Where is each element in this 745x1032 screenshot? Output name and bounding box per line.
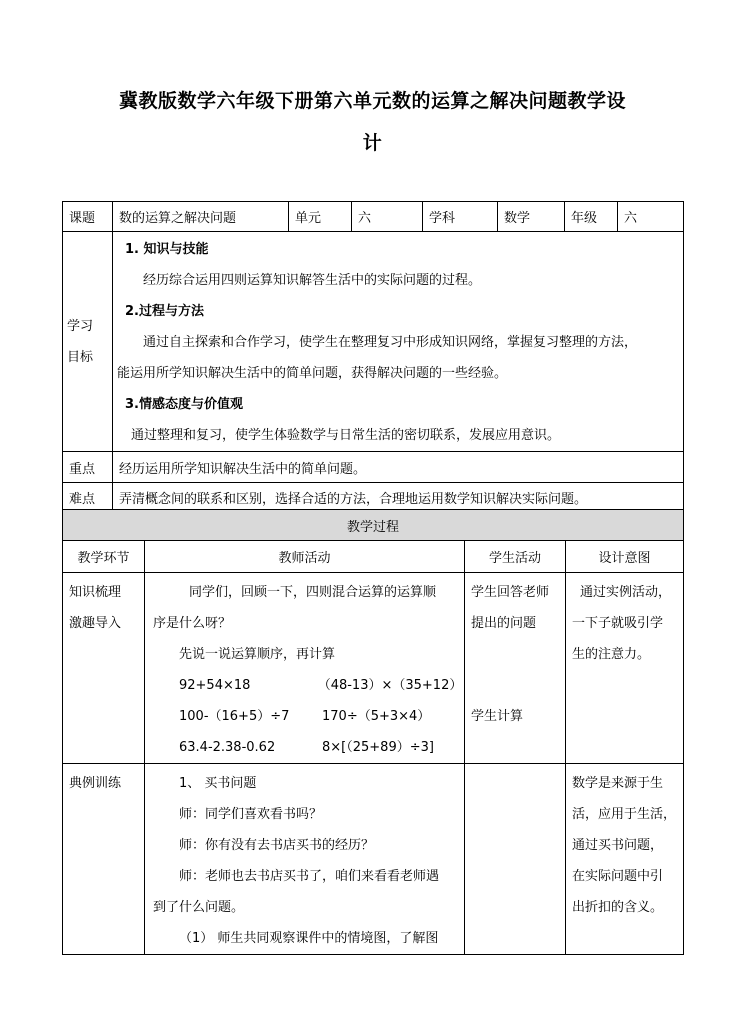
teacher-review-line1: 同学们，回顾一下，四则混合运算的运算顺 [189,585,437,600]
header-stage: 教学环节 [63,541,145,573]
student-activity-examples [465,764,566,955]
stage-review [63,573,145,764]
stage-review-line2: 激趣导入 [69,616,122,631]
design-intent-review [566,573,684,764]
teacher-review-line2: 序是什么呀？ [153,616,232,631]
student-activity-review [465,573,566,764]
key-text: 经历运用所学知识解决生活中的简单问题。 [113,452,684,483]
keti-label: 课题 [63,202,113,232]
process-row-review [63,573,684,764]
difficulty-text: 弄清概念间的联系和区别，选择合适的方法，合理地运用数学知识解决实际问题。 [113,483,684,513]
difficulty-label: 难点 [63,483,113,513]
intent-examples-line4: 在实际问题中引 [572,869,664,884]
process-header-row [63,541,684,573]
calc-expression: （48-13）×（35+12） [317,678,463,693]
info-row-difficulty [63,483,684,513]
document-title: 冀教版数学六年级下册第六单元数的运算之解决问题教学设 [118,90,626,112]
goals-label-line1: 学习 [67,318,94,334]
goal-heading-process: 2.过程与方法 [125,304,204,319]
student-review-line2: 提出的问题 [471,616,537,631]
stage-review-line1: 知识梳理 [69,585,122,600]
process-banner-row [63,510,684,541]
student-review-spacer [471,670,559,701]
intent-review-line1: 通过实例活动， [580,585,672,600]
calc-expression: 100-（16+5）÷7 [179,709,290,724]
teacher-examples-line3: 师：你有没有去书店买书的经历？ [179,838,375,853]
calc-expression: 8×[（25+89）÷3] [322,740,434,755]
design-intent-examples [566,764,684,955]
teacher-examples-line6: （1） 师生共同观察课件中的情境图，了解图 [179,931,439,946]
student-review-line1: 学生回答老师 [471,585,550,600]
header-teacher: 教师活动 [145,541,465,573]
lesson-info-table [62,201,684,513]
intent-review-line2: 一下子就吸引学 [572,616,664,631]
teacher-review-line3: 先说一说运算顺序，再计算 [179,647,336,662]
goals-label [63,232,113,452]
teacher-examples-line4: 师：老师也去书店买书了，咱们来看看老师遇 [179,869,440,884]
teacher-examples-line2: 师：同学们喜欢看书吗？ [179,807,323,822]
intent-examples-line3: 通过买书问题， [572,838,664,853]
process-row-examples [63,764,684,955]
teaching-process-table [62,509,684,955]
goal-text-attitude: 通过整理和复习，使学生体验数学与日常生活的密切联系，发展应用意识。 [131,428,561,443]
calc-expression: 170÷（5+3×4） [322,709,431,724]
teacher-activity-review [145,573,465,764]
calc-expression: 63.4-2.38-0.62 [179,740,276,755]
danyuan-value: 六 [352,202,423,232]
student-review-spacer [471,639,559,670]
xueke-value: 数学 [498,202,565,232]
header-intent: 设计意图 [566,541,684,573]
calc-expression: 92+54×18 [179,678,251,693]
info-row-key [63,452,684,483]
document-title-continued: 计 [362,132,383,154]
teacher-examples-line1: 1、 买书问题 [179,776,257,791]
intent-examples-line1: 数学是来源于生 [572,776,664,791]
nianji-value: 六 [618,202,684,232]
process-banner: 教学过程 [63,510,684,541]
intent-examples-line5: 出折扣的含义。 [572,900,664,915]
calc-row [153,732,458,763]
intent-review-line3: 生的注意力。 [572,647,651,662]
xueke-label: 学科 [423,202,498,232]
header-student: 学生活动 [465,541,566,573]
danyuan-label: 单元 [289,202,352,232]
key-label: 重点 [63,452,113,483]
goal-heading-knowledge: 1. 知识与技能 [125,242,209,257]
calc-row [153,701,458,732]
calc-row [153,670,463,701]
goal-heading-attitude: 3.情感态度与价值观 [125,397,243,412]
nianji-label: 年级 [565,202,618,232]
teacher-examples-line5: 到了什么问题。 [153,900,245,915]
goal-text-knowledge: 经历综合运用四则运算知识解答生活中的实际问题的过程。 [143,273,482,288]
goal-text-process-continued: 能运用所学知识解决生活中的简单问题，获得解决问题的一些经验。 [117,366,508,381]
goal-text-process: 通过自主探索和合作学习，使学生在整理复习中形成知识网络，掌握复习整理的方法， [143,335,638,350]
intent-examples-line2: 活，应用于生活， [572,807,677,822]
info-row-subject [63,202,684,232]
stage-examples-label: 典例训练 [69,776,122,791]
goals-content [113,232,684,452]
teacher-activity-examples [145,764,465,955]
student-review-line3: 学生计算 [471,709,524,724]
stage-examples [63,764,145,955]
goals-label-line2: 目标 [67,349,94,365]
info-row-goals [63,232,684,452]
keti-value: 数的运算之解决问题 [113,202,289,232]
